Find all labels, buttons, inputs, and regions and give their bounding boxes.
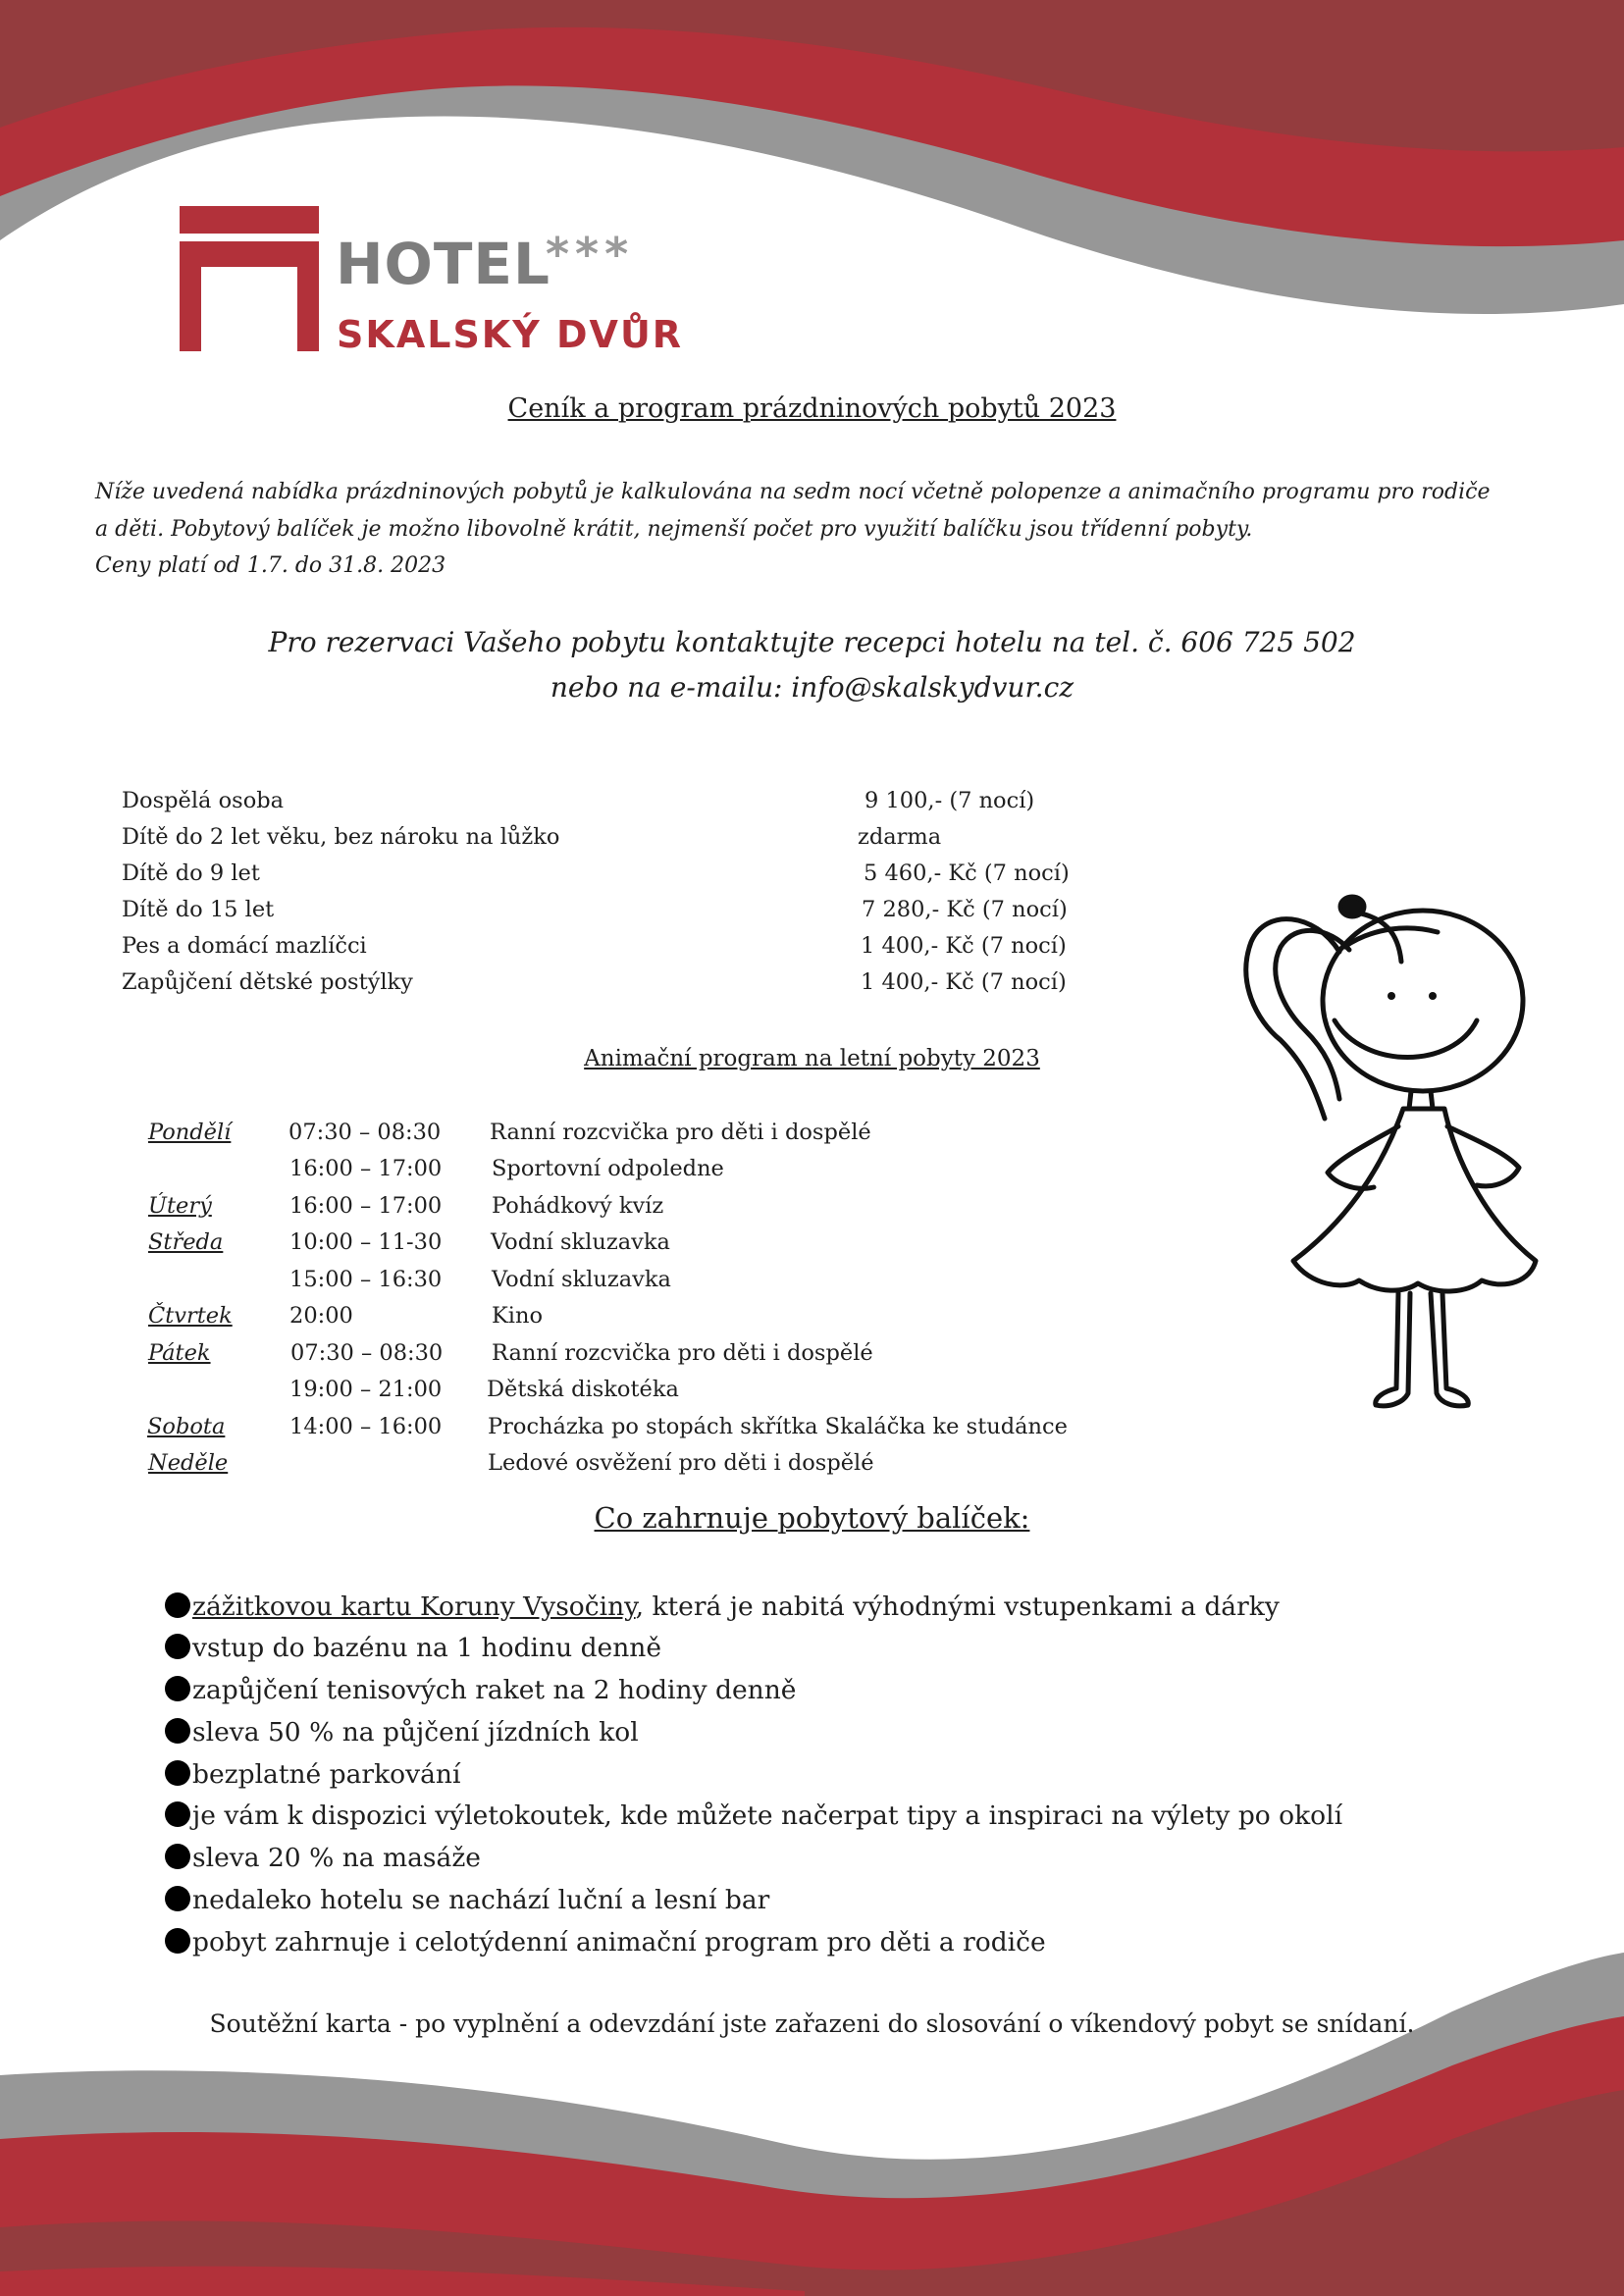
package-item-text: bezplatné parkování [192, 1759, 461, 1790]
schedule-day: Úterý [148, 1193, 212, 1219]
package-item [165, 1844, 481, 1872]
bullet-icon [165, 1928, 190, 1954]
schedule-activity: Vodní skluzavka [491, 1229, 670, 1255]
schedule-time: 07:30 – 08:30 [290, 1340, 444, 1366]
package-item-text: , která je nabitá výhodnými vstupenkami a dárky [635, 1592, 1280, 1622]
schedule-time: 16:00 – 17:00 [289, 1156, 443, 1181]
schedule-time: 15:00 – 16:30 [289, 1267, 443, 1292]
package-item [165, 1718, 639, 1747]
schedule-time: 19:00 – 21:00 [289, 1377, 443, 1402]
package-item-text: je vám k dispozici výletokoutek, kde můžete načerpat tipy a inspiraci na výlety po okolí [192, 1800, 1343, 1831]
price-item-value: 7 280,- Kč (7 nocí) [862, 897, 1068, 922]
price-item-label: Dospělá osoba [122, 788, 285, 813]
competition-card-note: Soutěžní karta - po vyplnění a odevzdání jste zařazeni do slosování o víkendový pobyt se snídaní. [209, 2009, 1415, 2038]
schedule-activity: Dětská diskotéka [487, 1377, 679, 1402]
animation-program-title: Animační program na letní pobyty 2023 [584, 1046, 1040, 1071]
schedule-activity: Pohádkový kvíz [492, 1193, 664, 1219]
logo-hotel-name: SKALSKÝ DVŮR [337, 313, 684, 356]
schedule-activity: Ledové osvěžení pro děti i dospělé [488, 1450, 874, 1476]
bullet-icon [165, 1801, 190, 1827]
package-item [165, 1634, 661, 1662]
package-item-text: nedaleko hotelu se nachází luční a lesní bar [192, 1885, 770, 1915]
bullet-icon [165, 1592, 190, 1618]
schedule-activity: Vodní skluzavka [492, 1267, 671, 1292]
package-title: Co zahrnuje pobytový balíček: [594, 1501, 1030, 1535]
package-item [165, 1801, 1342, 1830]
schedule-day: Pátek [148, 1340, 211, 1366]
package-item [165, 1886, 769, 1914]
package-item-text: zapůjčení tenisových raket na 2 hodiny denně [192, 1675, 797, 1705]
logo-hotel-text: HOTEL [336, 231, 550, 297]
hotel-logo-mark [180, 206, 319, 351]
page-title: Ceník a program prázdninových pobytů 2023 [507, 393, 1117, 424]
bullet-icon [165, 1634, 190, 1659]
logo-stars: *** [546, 228, 635, 281]
schedule-day: Neděle [148, 1450, 229, 1476]
schedule-time: 16:00 – 17:00 [289, 1193, 443, 1219]
intro-line: Ceny platí od 1.7. do 31.8. 2023 [95, 553, 446, 578]
schedule-day: Čtvrtek [148, 1303, 233, 1329]
intro-line: a děti. Pobytový balíček je možno libovolně krátit, nejmenší počet pro využití balíčku jsou třídenní pobyty. [95, 516, 1253, 542]
schedule-activity: Ranní rozcvička pro děti i dospělé [492, 1340, 873, 1366]
price-item-value: 1 400,- Kč (7 nocí) [861, 933, 1067, 959]
price-item-label: Zapůjčení dětské postýlky [122, 969, 413, 995]
schedule-day: Sobota [147, 1414, 226, 1439]
schedule-time: 14:00 – 16:00 [289, 1414, 443, 1439]
price-item-value: 5 460,- Kč (7 nocí) [864, 861, 1070, 886]
price-item-label: Pes a domácí mazlíčci [122, 933, 367, 959]
bullet-icon [165, 1844, 190, 1869]
schedule-activity: Sportovní odpoledne [492, 1156, 724, 1181]
schedule-activity: Ranní rozcvička pro děti i dospělé [490, 1120, 871, 1145]
price-item-value: zdarma [858, 824, 942, 850]
package-item [165, 1676, 796, 1704]
contact-info [0, 620, 1624, 710]
intro-line: Níže uvedená nabídka prázdninových pobytů je kalkulována na sedm nocí včetně polopenze a animačního programu pro rodiče [95, 480, 1491, 504]
schedule-activity: Procházka po stopách skřítka Skaláčka ke studánce [488, 1414, 1068, 1439]
price-item-value: 9 100,- (7 nocí) [864, 788, 1035, 813]
price-item-value: 1 400,- Kč (7 nocí) [861, 969, 1067, 995]
package-item [165, 1592, 1280, 1621]
intro-paragraph [95, 474, 1567, 585]
koruny-vysociny-link[interactable]: zážitkovou kartu Koruny Vysočiny [192, 1592, 636, 1622]
package-item [165, 1928, 1046, 1957]
package-item [165, 1760, 460, 1789]
bullet-icon [165, 1886, 190, 1911]
package-item-text: sleva 20 % na masáže [192, 1843, 481, 1873]
package-item-text: sleva 50 % na půjčení jízdních kol [192, 1717, 639, 1748]
schedule-time: 07:30 – 08:30 [288, 1120, 442, 1145]
girl-illustration [1236, 873, 1550, 1423]
schedule-day: Pondělí [148, 1120, 232, 1145]
schedule-time: 10:00 – 11-30 [289, 1229, 443, 1255]
schedule-activity: Kino [492, 1303, 544, 1329]
price-item-label: Dítě do 9 let [122, 861, 260, 886]
package-item-text: pobyt zahrnuje i celotýdenní animační program pro děti a rodiče [192, 1927, 1046, 1957]
bullet-icon [165, 1676, 190, 1701]
price-item-label: Dítě do 2 let věku, bez nároku na lůžko [122, 824, 560, 850]
bullet-icon [165, 1718, 190, 1744]
contact-phone-line: Pro rezervaci Vašeho pobytu kontaktujte recepci hotelu na tel. č. 606 725 502 [268, 626, 1356, 658]
package-item-text: vstup do bazénu na 1 hodinu denně [192, 1633, 662, 1663]
bullet-icon [165, 1760, 190, 1786]
bottom-wave-decoration [0, 1943, 1624, 2296]
schedule-day: Středa [148, 1229, 224, 1255]
price-item-label: Dítě do 15 let [122, 897, 275, 922]
contact-email-line: nebo na e-mailu: info@skalskydvur.cz [550, 671, 1074, 704]
schedule-time: 20:00 [289, 1303, 353, 1329]
